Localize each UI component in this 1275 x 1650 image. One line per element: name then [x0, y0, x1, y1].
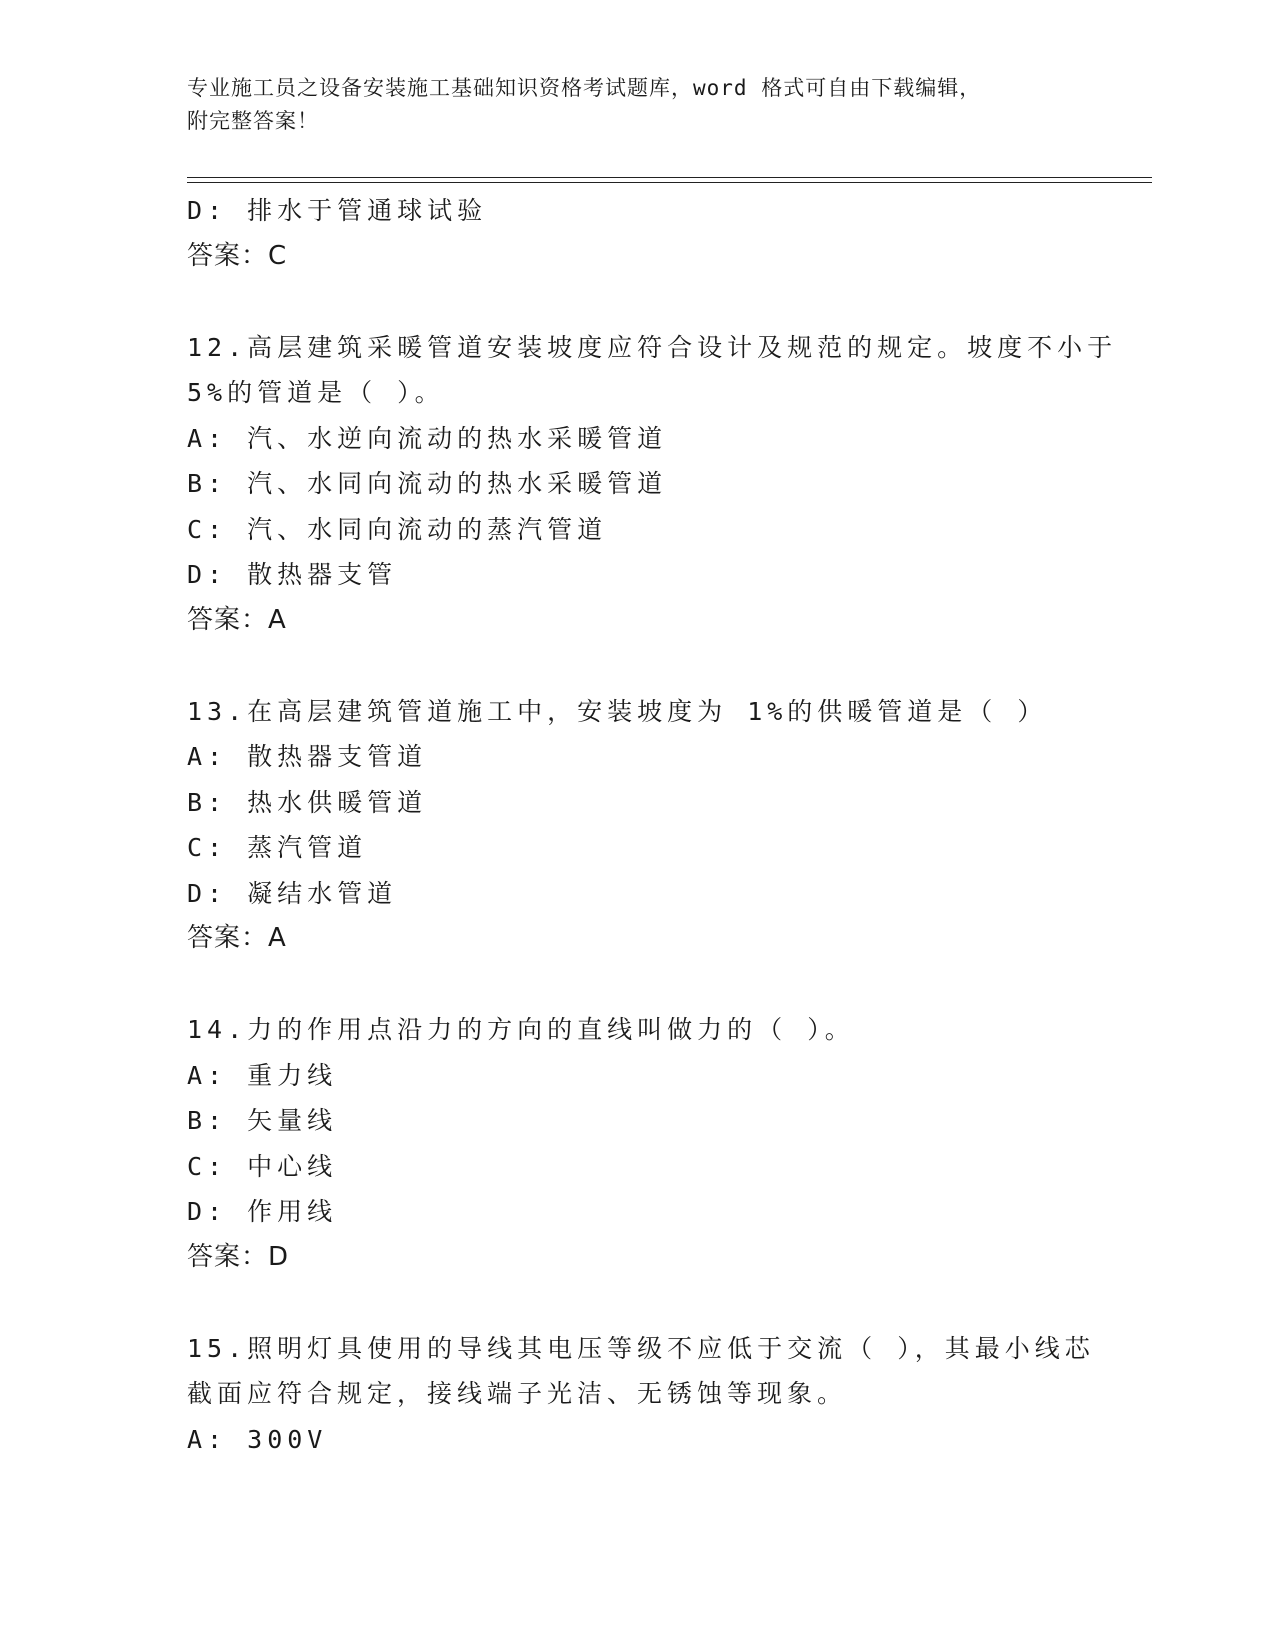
option-a: A: 散热器支管道: [187, 742, 428, 771]
option-a: A: 汽、水逆向流动的热水采暖管道: [187, 423, 668, 453]
header-divider-bottom: [187, 182, 1152, 183]
option-c: C: 中心线: [187, 1151, 338, 1181]
header-line-2: 附完整答案！: [187, 109, 319, 133]
document-header: [187, 72, 1067, 138]
question-stem: 13.在高层建筑管道施工中，安装坡度为 1%的供暖管道是（ ）: [187, 696, 1048, 726]
spacer: [187, 962, 1087, 1008]
answer: 答案：D: [187, 1241, 290, 1272]
question-list: [187, 188, 1118, 1462]
option-b: B: 矢量线: [187, 1106, 338, 1135]
question-13: [187, 689, 1087, 962]
option-d: D: 凝结水管道: [187, 878, 398, 908]
option-d: D: 排水于管通球试验: [187, 196, 488, 225]
question-12: [187, 325, 1118, 644]
spacer: [187, 1280, 1087, 1326]
header-divider-top: [187, 177, 1152, 178]
answer: 答案：A: [187, 604, 287, 635]
option-d: D: 散热器支管: [187, 560, 398, 589]
question-14: [187, 1007, 1087, 1280]
question-15: [187, 1326, 1095, 1463]
option-c: C: 蒸汽管道: [187, 833, 368, 862]
question-stem: 12.高层建筑采暖管道安装坡度应符合设计及规范的规定。坡度不小于: [187, 332, 1118, 362]
spacer: [187, 279, 1087, 325]
spacer: [187, 643, 1087, 689]
answer: 答案：C: [187, 240, 288, 271]
header-line-1: 专业施工员之设备安装施工基础知识资格考试题库，word 格式可自由下载编辑，: [187, 76, 982, 100]
question-stem-cont: 5%的管道是（ ）。: [187, 378, 445, 407]
option-b: B: 汽、水同向流动的热水采暖管道: [187, 469, 668, 498]
option-c: C: 汽、水同向流动的蒸汽管道: [187, 514, 608, 544]
answer: 答案：A: [187, 923, 287, 953]
question-stem: 15.照明灯具使用的导线其电压等级不应低于交流（ ），其最小线芯: [187, 1333, 1095, 1363]
option-b: B: 热水供暖管道: [187, 787, 428, 817]
question-11-tail: [187, 188, 1087, 279]
option-a: A: 重力线: [187, 1060, 338, 1090]
option-d: D: 作用线: [187, 1197, 338, 1226]
question-stem-cont: 截面应符合规定，接线端子光洁、无锈蚀等现象。: [187, 1379, 848, 1408]
option-a: A: 300V: [187, 1424, 328, 1454]
question-stem: 14.力的作用点沿力的方向的直线叫做力的（ ）。: [187, 1015, 855, 1044]
